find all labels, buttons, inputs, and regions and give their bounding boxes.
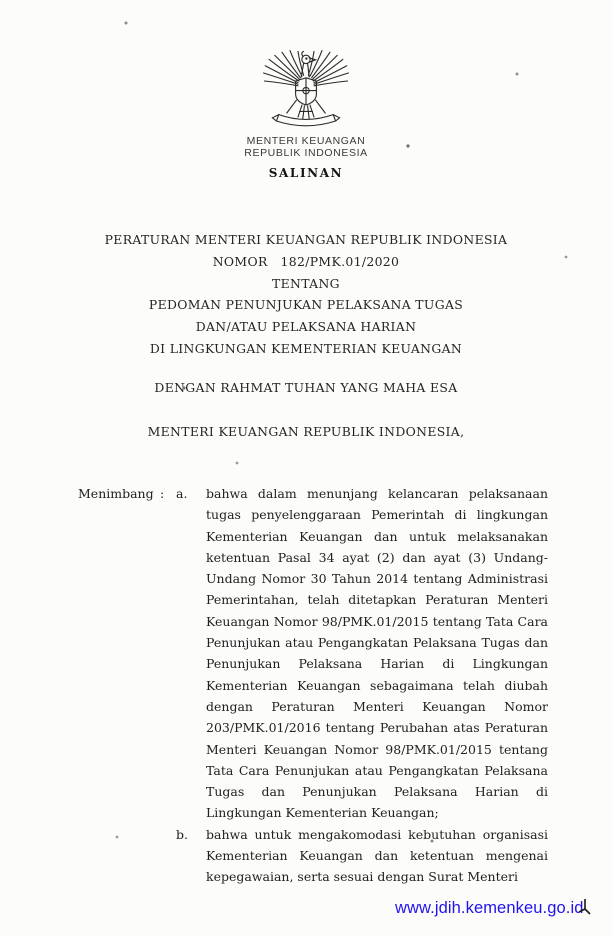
considerations-section bbox=[78, 483, 548, 888]
title-line-4: PEDOMAN PENUNJUKAN PELAKSANA TUGAS bbox=[148, 297, 464, 313]
invocation-line: DENGAN RAHMAT TUHAN YANG MAHA ESA bbox=[154, 380, 458, 395]
item-text-b: bahwa untuk mengakomodasi kebutuhan organisasi Kementerian Keuangan dan ketentuan mengenai kepegawaian, serta sesuai dengan Surat Menteri bbox=[206, 826, 548, 885]
consideration-item-a bbox=[176, 483, 548, 824]
ministry-line2: REPUBLIK INDONESIA bbox=[244, 147, 368, 159]
considerations-items bbox=[176, 483, 548, 888]
item-marker-b: b. bbox=[176, 826, 188, 842]
title-line-6: DI LINGKUNGAN KEMENTERIAN KEUANGAN bbox=[149, 340, 463, 356]
title-line-5: DAN/ATAU PELAKSANA HARIAN bbox=[195, 319, 417, 335]
title-line-tentang: TENTANG bbox=[272, 275, 340, 291]
cursor-icon bbox=[577, 898, 591, 917]
regulation-title bbox=[0, 229, 612, 360]
authority-line: MENTERI KEUANGAN REPUBLIK INDONESIA, bbox=[147, 424, 465, 439]
ministry-name bbox=[244, 135, 367, 159]
scan-artifacts bbox=[0, 0, 2, 2]
jdih-footer-link[interactable]: www.jdih.kemenkeu.go.id bbox=[395, 899, 584, 917]
ministry-line1: MENTERI KEUANGAN bbox=[246, 135, 366, 147]
document-header bbox=[0, 46, 612, 180]
item-marker-a: a. bbox=[176, 486, 188, 501]
copy-stamp: SALINAN bbox=[268, 166, 344, 180]
consideration-item-b bbox=[176, 824, 548, 888]
considerations-label: Menimbang bbox=[78, 486, 154, 501]
item-text-a: bahwa dalam menunjang kelancaran pelaksanaan tugas penyelenggaraan Pemerintah di lingkungan Kementerian Keuangan dan untuk melaksanakan ketentuan Pasal 34 ayat (2) dan ayat (3) Undang-Undang Nomor 30 Tahun 2014 tentang Administrasi Pemerintahan, telah ditetapkan Peraturan Menteri Keuangan Nomor 98/PMK.01/2015 tentang Tata Cara Penunjukan atau Pengangkatan Pelaksana Tugas dan Penunjukan Pelaksana Harian di Lingkungan Kementerian Keuangan sebagaimana telah diubah dengan Peraturan Menteri Keuangan Nomor 203/PMK.01/2016 tentang Perubahan atas Peraturan Menteri Keuangan Nomor 98/PMK.01/2015 tentang Tata Cara Penunjukan atau Pengangkatan Pelaksana Tugas dan Penunjukan Pelaksana Harian di Lingkungan Kementerian Keuangan; bbox=[206, 486, 548, 821]
title-line-number: NOMOR 182/PMK.01/2020 bbox=[212, 253, 400, 269]
title-line-1: PERATURAN MENTERI KEUANGAN REPUBLIK INDONESIA bbox=[104, 232, 508, 247]
garuda-pancasila-emblem bbox=[258, 46, 354, 132]
considerations-separator: : bbox=[160, 486, 165, 501]
